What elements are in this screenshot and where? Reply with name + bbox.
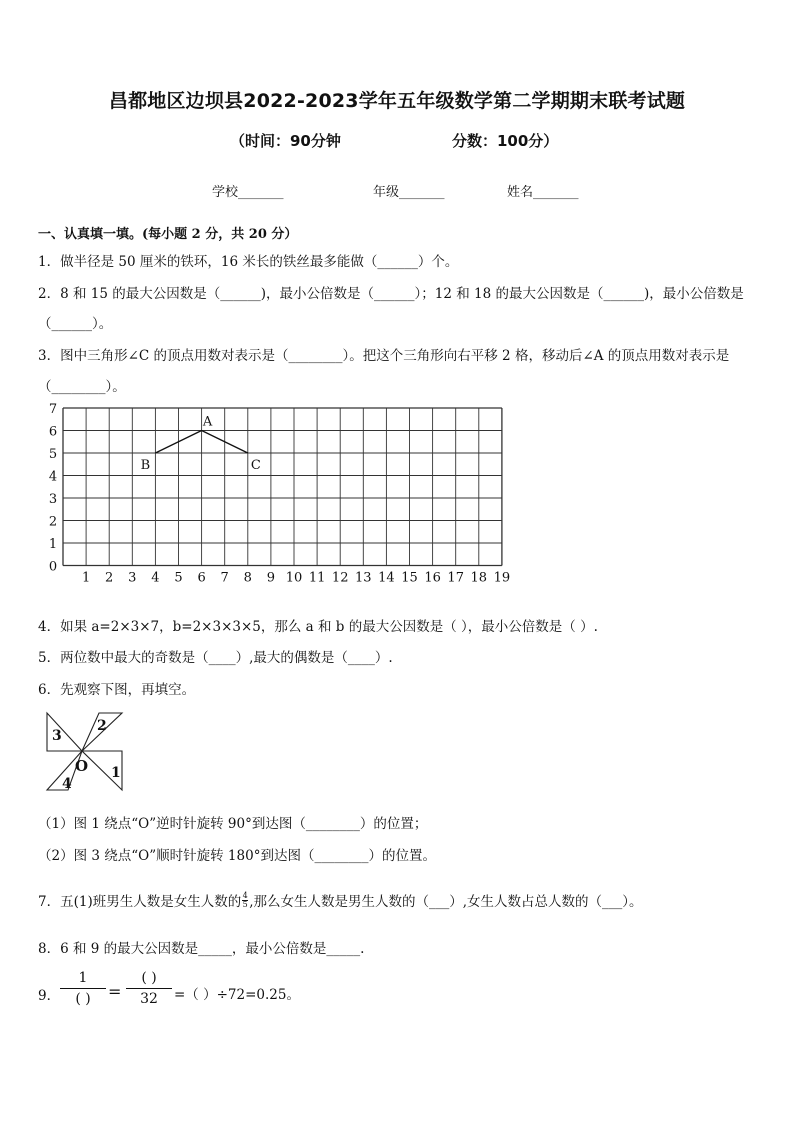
fraction-denominator: 5 [242, 899, 248, 909]
fraction-2 [126, 970, 172, 1007]
x-tick-label: 4 [151, 570, 160, 586]
fraction-2-numerator: ( ) [141, 970, 157, 986]
x-tick-label: 1 [81, 570, 91, 586]
question-4: 4．如果 a=2×3×7，b=2×3×3×5，那么 a 和 b 的最大公因数是（ ），最小公倍数是（ ）. [38, 619, 598, 635]
x-tick-label: 6 [197, 570, 206, 586]
question-9-label: 9． [38, 988, 61, 1004]
name-field[interactable]: 姓名_______ [507, 185, 579, 200]
page-title: 昌都地区边坝县2022-2023学年五年级数学第二学期期末联考试题 [108, 90, 686, 112]
y-tick-label: 5 [48, 447, 58, 462]
question-1: 1．做半径是 50 厘米的铁环，16 米长的铁丝最多能做（______）个。 [38, 254, 459, 270]
question-6-2: （2）图 3 绕点“O”顺时针旋转 180°到达图（________）的位置。 [38, 848, 436, 864]
rotation-center-label: O [75, 757, 89, 775]
rotation-figure [44, 710, 124, 796]
question-8: 8．6 和 9 的最大公因数是_____，最小公倍数是_____. [38, 941, 365, 957]
question-9-rest: =（ ）÷72=0.25。 [174, 987, 300, 1003]
rotation-label-2: 2 [97, 718, 107, 734]
question-9 [38, 970, 438, 1016]
question-7 [38, 890, 643, 910]
x-tick-label: 5 [174, 570, 183, 586]
fraction-numerator: 4 [242, 890, 248, 900]
equals-sign: = [108, 982, 122, 1001]
x-tick-label: 13 [355, 570, 372, 586]
x-tick-label: 17 [447, 570, 464, 586]
point-b-label: B [140, 458, 151, 473]
rotation-label-1: 1 [111, 765, 121, 781]
x-tick-label: 11 [308, 570, 326, 586]
x-tick-label: 7 [220, 570, 229, 586]
x-tick-label: 18 [470, 570, 488, 586]
fraction-1-denominator: ( ) [75, 991, 91, 1007]
x-tick-label: 12 [331, 570, 349, 586]
exam-score: 分数：100分） [452, 132, 559, 150]
y-tick-label: 3 [48, 492, 58, 507]
question-3-line1: 3．图中三角形∠C 的顶点用数对表示是（________）。把这个三角形向右平移 2 格，移动后∠A 的顶点用数对表示是 [38, 348, 730, 364]
fraction-1 [60, 970, 106, 1007]
x-tick-label: 16 [424, 570, 441, 586]
question-2-line2: （______）。 [38, 316, 113, 332]
section-heading: 一、认真填一填。(每小题 2 分，共 20 分） [38, 227, 298, 242]
x-tick-label: 8 [243, 570, 252, 586]
question-2-line1: 2．8 和 15 的最大公因数是（______)，最小公倍数是（______）；12 和 18 的最大公因数是（______)，最小公倍数是 [38, 286, 744, 302]
x-tick-label: 15 [401, 570, 418, 586]
y-tick-label: 2 [48, 514, 58, 530]
school-field[interactable]: 学校_______ [212, 185, 284, 200]
y-tick-label: 0 [48, 559, 58, 575]
point-c-label: C [250, 458, 261, 473]
exam-time: （时间：90分钟 [230, 132, 341, 150]
question-7-start: 7．五(1)班男生人数是女生人数的 [38, 894, 242, 910]
x-tick-label: 14 [378, 570, 395, 586]
y-tick-label: 6 [48, 424, 58, 440]
question-5: 5．两位数中最大的奇数是（____）,最大的偶数是（____）. [38, 650, 393, 666]
fraction-1-numerator: 1 [78, 970, 88, 986]
x-tick-label: 9 [266, 570, 276, 586]
question-7-fraction [242, 892, 248, 909]
fraction-2-denominator: 32 [140, 991, 158, 1007]
rotation-label-3: 3 [52, 728, 62, 744]
x-tick-label: 2 [105, 570, 114, 586]
rotation-label-4: 4 [62, 776, 72, 792]
coordinate-grid [36, 402, 511, 596]
grid-svg [36, 402, 511, 592]
grade-field[interactable]: 年级_______ [373, 185, 445, 200]
question-6: 6．先观察下图，再填空。 [38, 682, 196, 698]
y-tick-label: 4 [48, 469, 58, 485]
y-tick-label: 7 [48, 402, 58, 417]
question-6-1: （1）图 1 绕点“O”逆时针旋转 90°到达图（________）的位置； [38, 816, 428, 832]
x-tick-label: 10 [285, 570, 303, 586]
question-3-line2: （________）。 [38, 379, 126, 395]
point-a-label: A [202, 414, 213, 430]
x-tick-label: 19 [493, 570, 511, 586]
question-7-end: ,那么女生人数是男生人数的（___）,女生人数占总人数的（___）。 [249, 894, 643, 910]
x-tick-label: 3 [128, 570, 137, 586]
y-tick-label: 1 [48, 537, 58, 552]
